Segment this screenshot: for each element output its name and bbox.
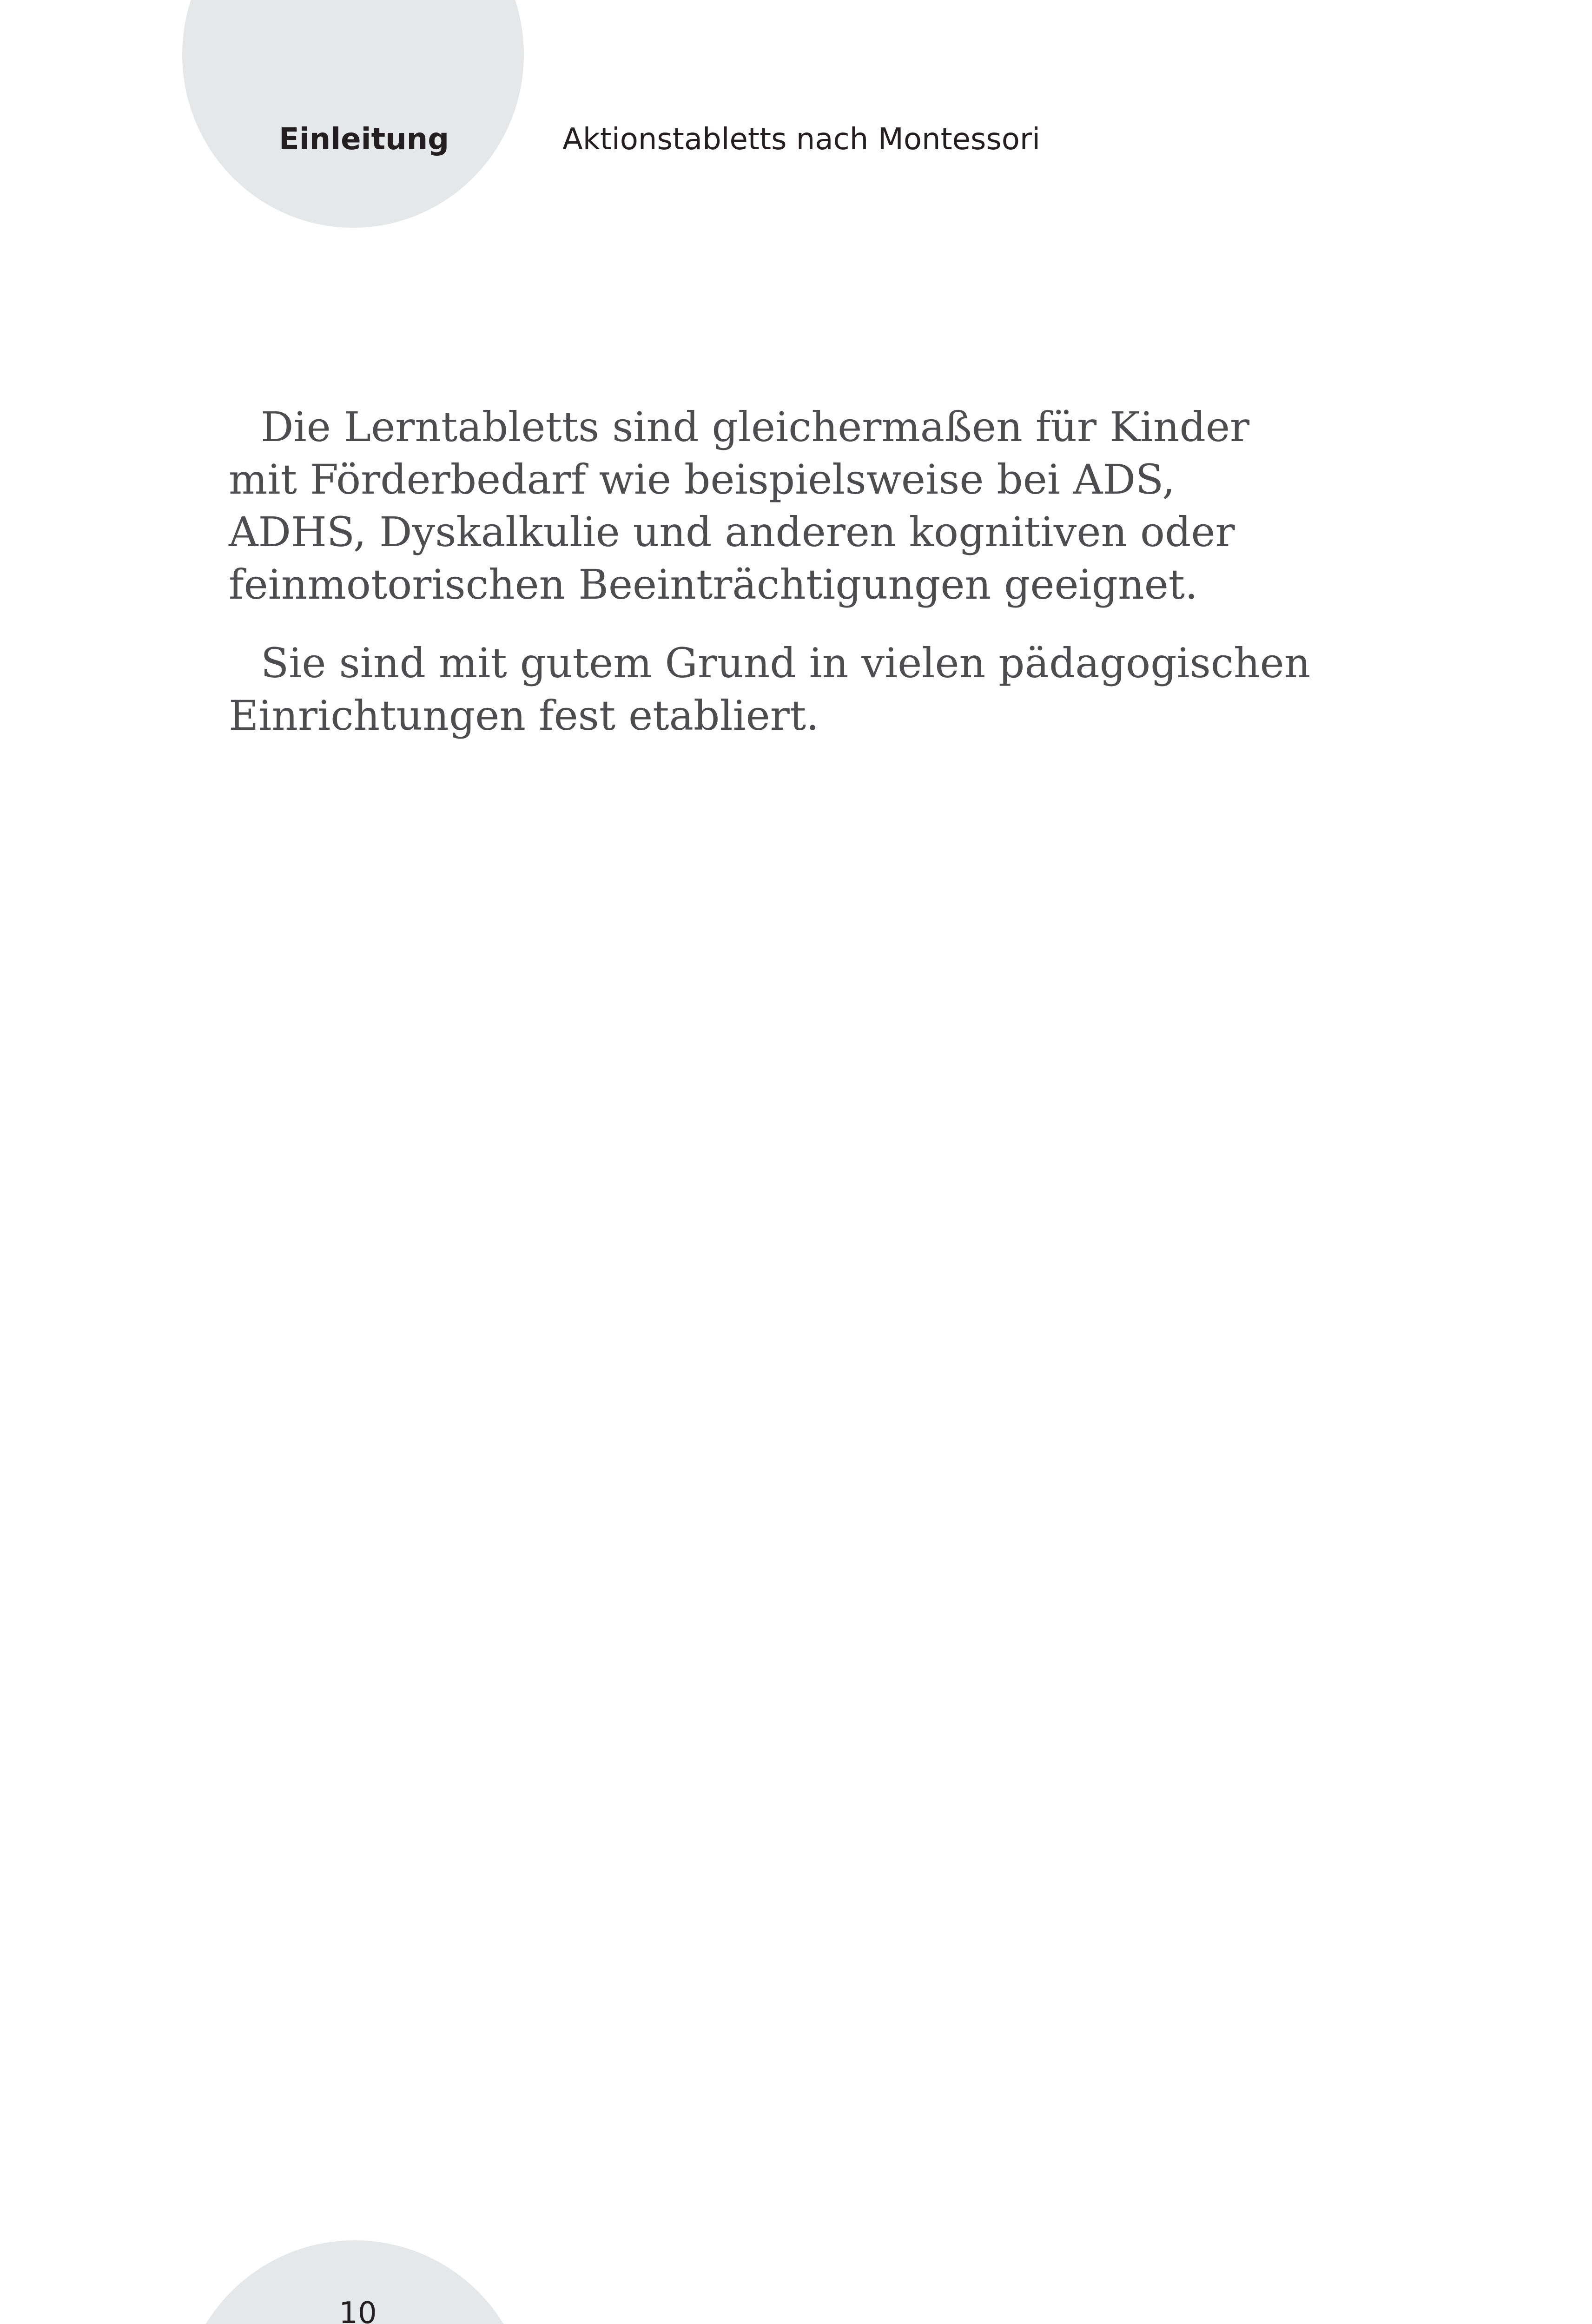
header-circle-decoration	[182, 0, 524, 228]
body-paragraph: Die Lerntabletts sind gleichermaßen für Kinder mit Förderbedarf wie beispielsweise bei ADS, ADHS, Dyskalkulie und anderen kognitiven oder feinmotorischen Beeinträchtigungen geeignet.	[229, 403, 1250, 608]
body-paragraph: Sie sind mit gutem Grund in vielen pädagogischen Einrichtungen fest etabliert.	[229, 639, 1311, 739]
book-title: Aktionstabletts nach Montessori	[562, 122, 1040, 157]
chapter-title: Einleitung	[279, 122, 449, 157]
page-number: 10	[339, 2296, 377, 2324]
